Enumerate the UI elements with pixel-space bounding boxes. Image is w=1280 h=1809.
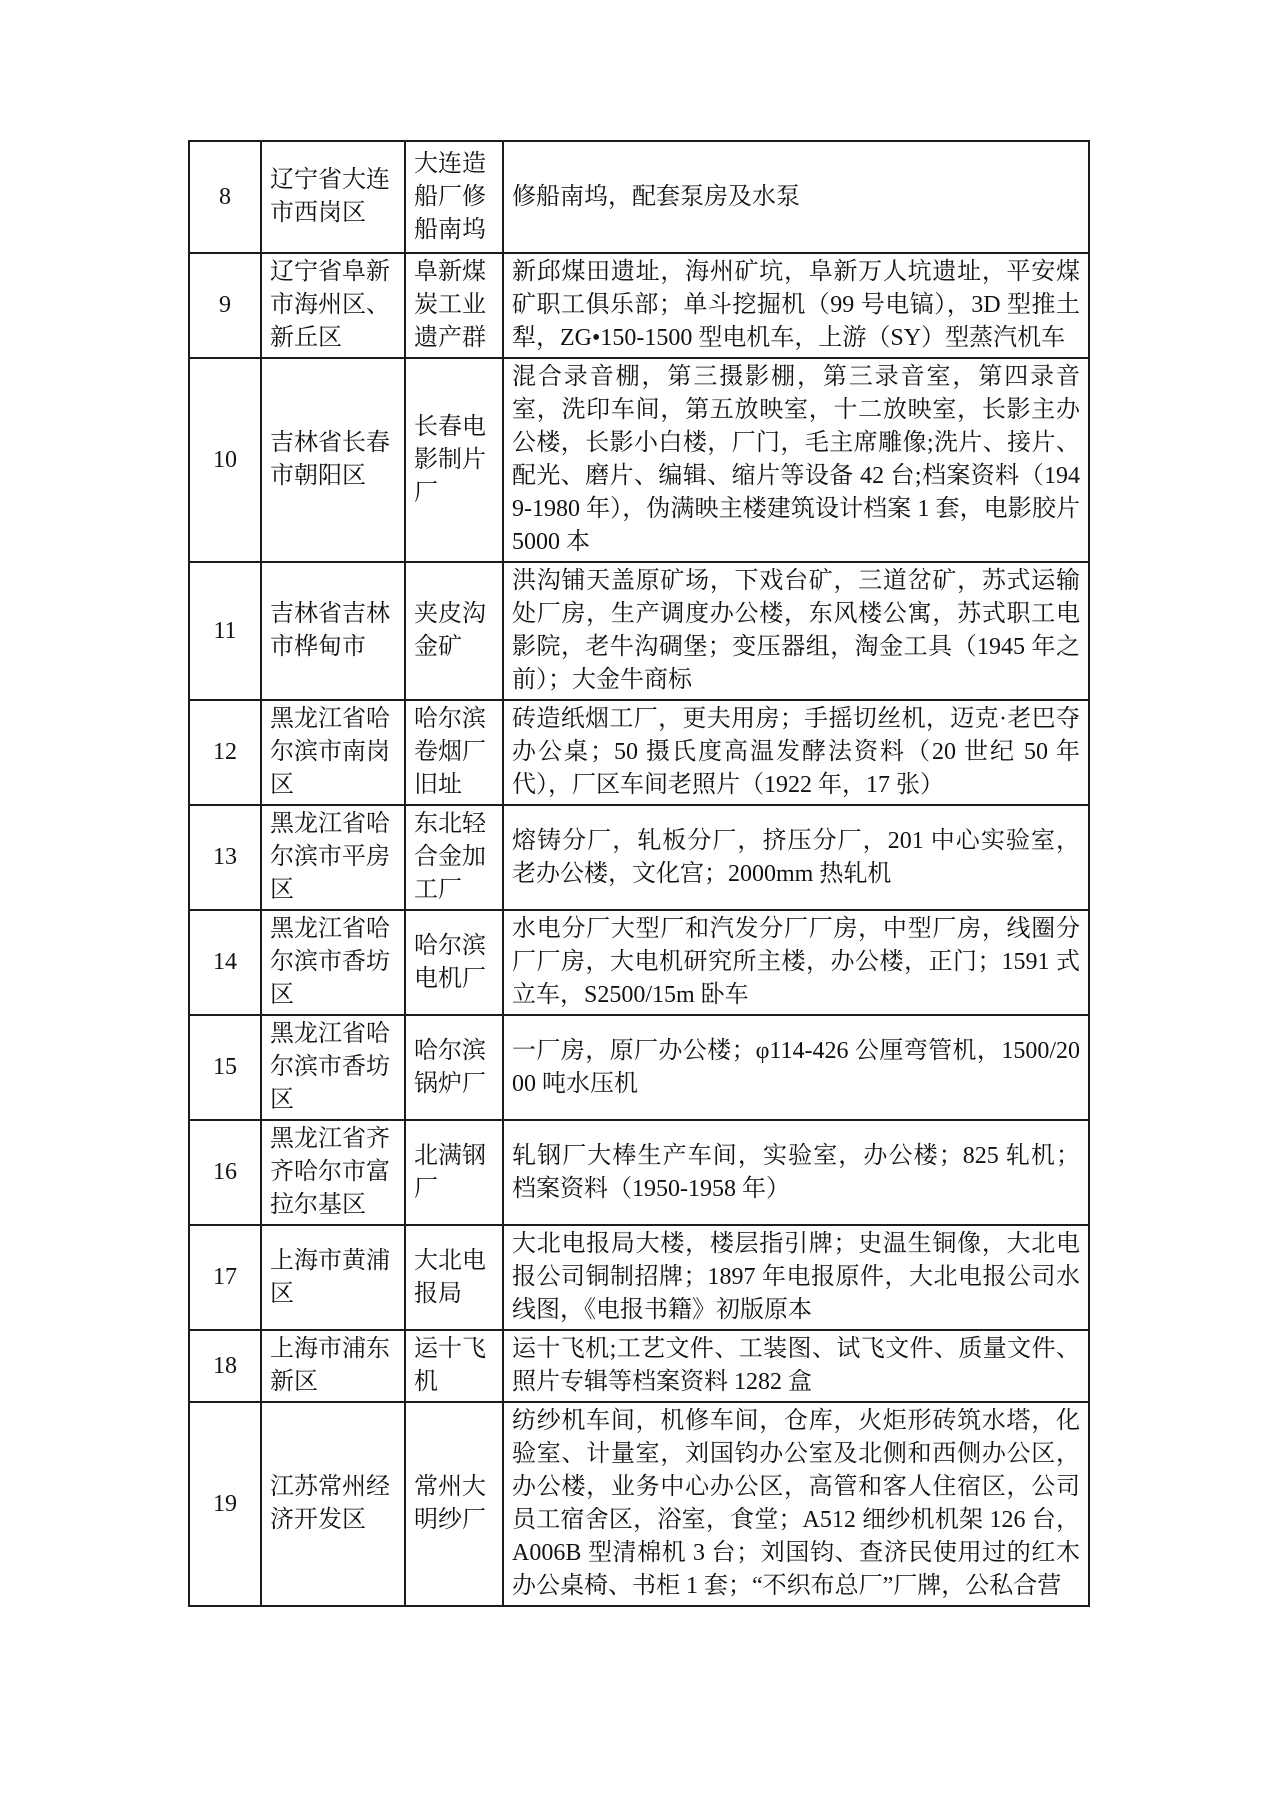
site-name-cell: 大连造船厂修船南坞 [405, 141, 503, 253]
row-number-cell: 17 [189, 1225, 261, 1330]
site-name-cell: 哈尔滨电机厂 [405, 910, 503, 1015]
table-row [189, 141, 1089, 253]
location-cell: 上海市黄浦区 [261, 1225, 405, 1330]
heritage-items-cell: 纺纱机车间，机修车间，仓库，火炬形砖筑水塔，化验室、计量室，刘国钧办公室及北侧和西侧办公区，办公楼，业务中心办公区，高管和客人住宿区，公司员工宿舍区，浴室，食堂；A512 细纱机机架 126 台，A006B 型清棉机 3 台；刘国钧、查济民使用过的红木办公桌椅、书柜 1 套；“不织布总厂”厂牌，公私合营 [503, 1402, 1089, 1606]
heritage-items-cell: 轧钢厂大棒生产车间，实验室，办公楼；825 轧机；档案资料（1950-1958 年） [503, 1120, 1089, 1225]
row-number-cell: 18 [189, 1330, 261, 1402]
heritage-items-cell: 一厂房，原厂办公楼；φ114-426 公厘弯管机，1500/2000 吨水压机 [503, 1015, 1089, 1120]
heritage-items-cell: 熔铸分厂，轧板分厂，挤压分厂，201 中心实验室，老办公楼，文化宫；2000mm 热轧机 [503, 805, 1089, 910]
location-cell: 辽宁省大连市西岗区 [261, 141, 405, 253]
site-name-cell: 夹皮沟金矿 [405, 562, 503, 700]
location-cell: 黑龙江省哈尔滨市南岗区 [261, 700, 405, 805]
location-cell: 吉林省吉林市桦甸市 [261, 562, 405, 700]
site-name-cell: 运十飞机 [405, 1330, 503, 1402]
site-name-cell: 阜新煤炭工业遗产群 [405, 253, 503, 358]
location-cell: 吉林省长春市朝阳区 [261, 358, 405, 562]
table-row [189, 700, 1089, 805]
table-row [189, 358, 1089, 562]
heritage-items-cell: 新邱煤田遗址，海州矿坑，阜新万人坑遗址，平安煤矿职工俱乐部；单斗挖掘机（99 号电镐），3D 型推土犁，ZG•150-1500 型电机车，上游（SY）型蒸汽机车 [503, 253, 1089, 358]
row-number-cell: 19 [189, 1402, 261, 1606]
heritage-items-cell: 洪沟铺天盖原矿场，下戏台矿，三道岔矿，苏式运输处厂房，生产调度办公楼，东风楼公寓，苏式职工电影院，老牛沟碉堡；变压器组，淘金工具（1945 年之前）；大金牛商标 [503, 562, 1089, 700]
heritage-table [188, 140, 1090, 1607]
table-row [189, 1330, 1089, 1402]
row-number-cell: 15 [189, 1015, 261, 1120]
heritage-items-cell: 混合录音棚，第三摄影棚，第三录音室，第四录音室，洗印车间，第五放映室，十二放映室，长影主办公楼，长影小白楼，厂门，毛主席雕像;洗片、接片、配光、磨片、编辑、缩片等设备 42 台;档案资料（1949-1980 年），伪满映主楼建筑设计档案 1 套，电影胶片 5000 本 [503, 358, 1089, 562]
row-number-cell: 12 [189, 700, 261, 805]
heritage-items-cell: 运十飞机;工艺文件、工装图、试飞文件、质量文件、照片专辑等档案资料 1282 盒 [503, 1330, 1089, 1402]
location-cell: 辽宁省阜新市海州区、新丘区 [261, 253, 405, 358]
row-number-cell: 13 [189, 805, 261, 910]
location-cell: 江苏常州经济开发区 [261, 1402, 405, 1606]
site-name-cell: 哈尔滨锅炉厂 [405, 1015, 503, 1120]
heritage-items-cell: 水电分厂大型厂和汽发分厂厂房，中型厂房，线圈分厂厂房，大电机研究所主楼，办公楼，正门；1591 式立车，S2500/15m 卧车 [503, 910, 1089, 1015]
row-number-cell: 9 [189, 253, 261, 358]
heritage-items-cell: 大北电报局大楼，楼层指引牌；史温生铜像，大北电报公司铜制招牌；1897 年电报原件，大北电报公司水线图，《电报书籍》初版原本 [503, 1225, 1089, 1330]
site-name-cell: 哈尔滨卷烟厂旧址 [405, 700, 503, 805]
location-cell: 上海市浦东新区 [261, 1330, 405, 1402]
table-row [189, 253, 1089, 358]
location-cell: 黑龙江省哈尔滨市平房区 [261, 805, 405, 910]
table-row [189, 910, 1089, 1015]
site-name-cell: 常州大明纱厂 [405, 1402, 503, 1606]
row-number-cell: 11 [189, 562, 261, 700]
table-row [189, 1120, 1089, 1225]
row-number-cell: 14 [189, 910, 261, 1015]
heritage-items-cell: 砖造纸烟工厂，更夫用房；手摇切丝机，迈克·老巴夺办公桌；50 摄氏度高温发酵法资料（20 世纪 50 年代），厂区车间老照片（1922 年，17 张） [503, 700, 1089, 805]
location-cell: 黑龙江省齐齐哈尔市富拉尔基区 [261, 1120, 405, 1225]
heritage-items-cell: 修船南坞，配套泵房及水泵 [503, 141, 1089, 253]
location-cell: 黑龙江省哈尔滨市香坊区 [261, 1015, 405, 1120]
site-name-cell: 大北电报局 [405, 1225, 503, 1330]
table-row [189, 562, 1089, 700]
site-name-cell: 北满钢厂 [405, 1120, 503, 1225]
site-name-cell: 长春电影制片厂 [405, 358, 503, 562]
site-name-cell: 东北轻合金加工厂 [405, 805, 503, 910]
location-cell: 黑龙江省哈尔滨市香坊区 [261, 910, 405, 1015]
row-number-cell: 16 [189, 1120, 261, 1225]
row-number-cell: 10 [189, 358, 261, 562]
table-row [189, 805, 1089, 910]
table-row [189, 1402, 1089, 1606]
table-row [189, 1015, 1089, 1120]
table-row [189, 1225, 1089, 1330]
row-number-cell: 8 [189, 141, 261, 253]
